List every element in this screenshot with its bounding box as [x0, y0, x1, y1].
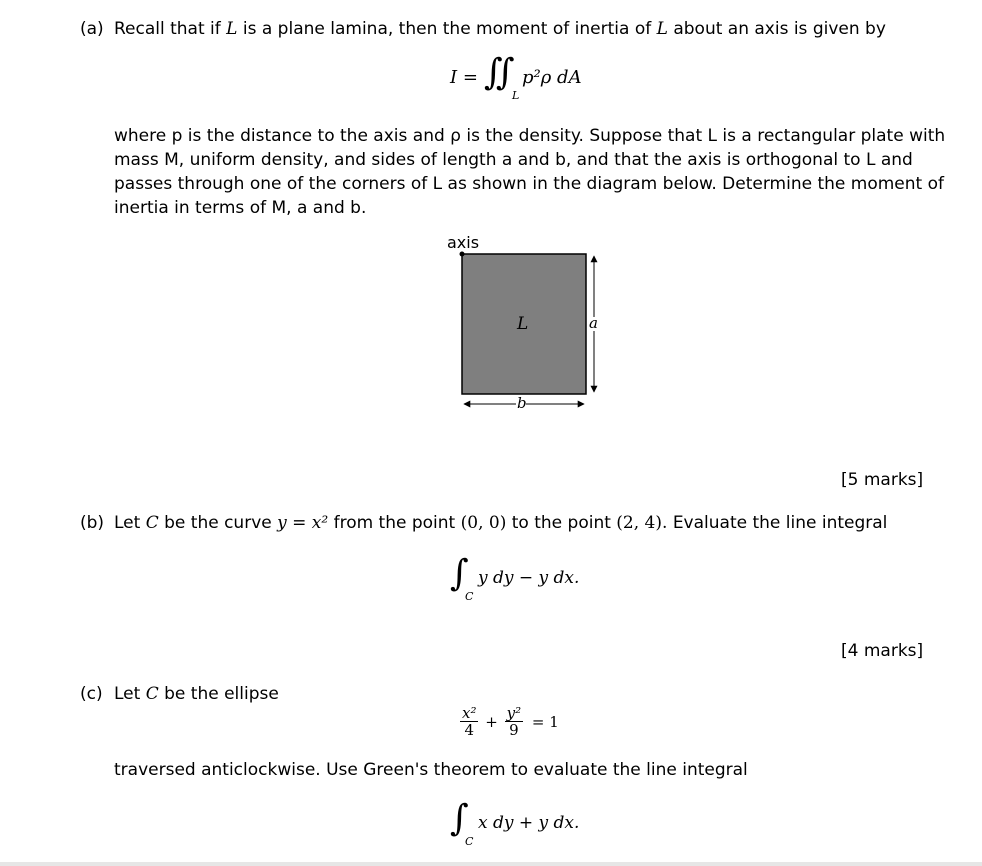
lamina-diagram	[440, 230, 620, 420]
bottom-edge	[0, 862, 982, 866]
part-c-text: Let C be the ellipse	[114, 684, 279, 704]
integral-path-label: C	[465, 835, 474, 848]
part-a-line-4: inertia in terms of M, a and b.	[114, 198, 367, 218]
part-b-label: (b)	[80, 513, 105, 533]
axis-point	[460, 252, 465, 257]
part-c-label: (c)	[80, 684, 103, 704]
double-integral-sign: ∬	[484, 52, 515, 93]
axis-label: axis	[447, 233, 480, 252]
integral-path-label: C	[465, 590, 474, 603]
part-b-text: Let C be the curve y = x² from the point (0, 0) to the point (2, 4). Evaluate the line integral	[114, 513, 888, 533]
part-a-line-1: where p is the distance to the axis and ρ is the density. Suppose that L is a rectangular plate with	[114, 126, 946, 146]
integral-sign: ∫	[450, 553, 469, 594]
ellipse-frac-x: $\frac{\text{x²}}{4}$	[462, 704, 477, 739]
integrand: x dy + y dx.	[478, 813, 580, 833]
width-label: b	[517, 394, 527, 412]
formula-lhs: I =	[450, 67, 478, 88]
part-a-label: (a)	[80, 19, 104, 39]
formula-domain: L	[512, 89, 520, 102]
integrand: y dy − y dx.	[478, 568, 580, 588]
ellipse-equation	[460, 705, 559, 738]
part-a-marks: [5 marks]	[841, 470, 924, 490]
integral-sign: ∫	[450, 798, 469, 839]
formula-integrand: p²ρ dA	[522, 67, 582, 88]
ellipse-frac-y: $\frac{\text{y²}}{9}$	[506, 704, 522, 739]
part-a-line-3: passes through one of the corners of L as shown in the diagram below. Determine the moment of	[114, 174, 944, 194]
height-label: a	[589, 314, 598, 332]
part-a-paragraph	[114, 124, 945, 220]
ellipse-equals: = 1	[531, 712, 559, 731]
plate-label: L	[517, 314, 529, 334]
part-c-line-2: traversed anticlockwise. Use Green's theorem to evaluate the line integral	[114, 760, 748, 780]
ellipse-plus: +	[485, 712, 498, 731]
part-b-marks: [4 marks]	[841, 641, 924, 661]
part-a-intro: Recall that if L is a plane lamina, then the moment of inertia of L about an axis is given by	[114, 19, 886, 39]
part-a-line-2: mass M, uniform density, and sides of length a and b, and that the axis is orthogonal to L and	[114, 150, 913, 170]
